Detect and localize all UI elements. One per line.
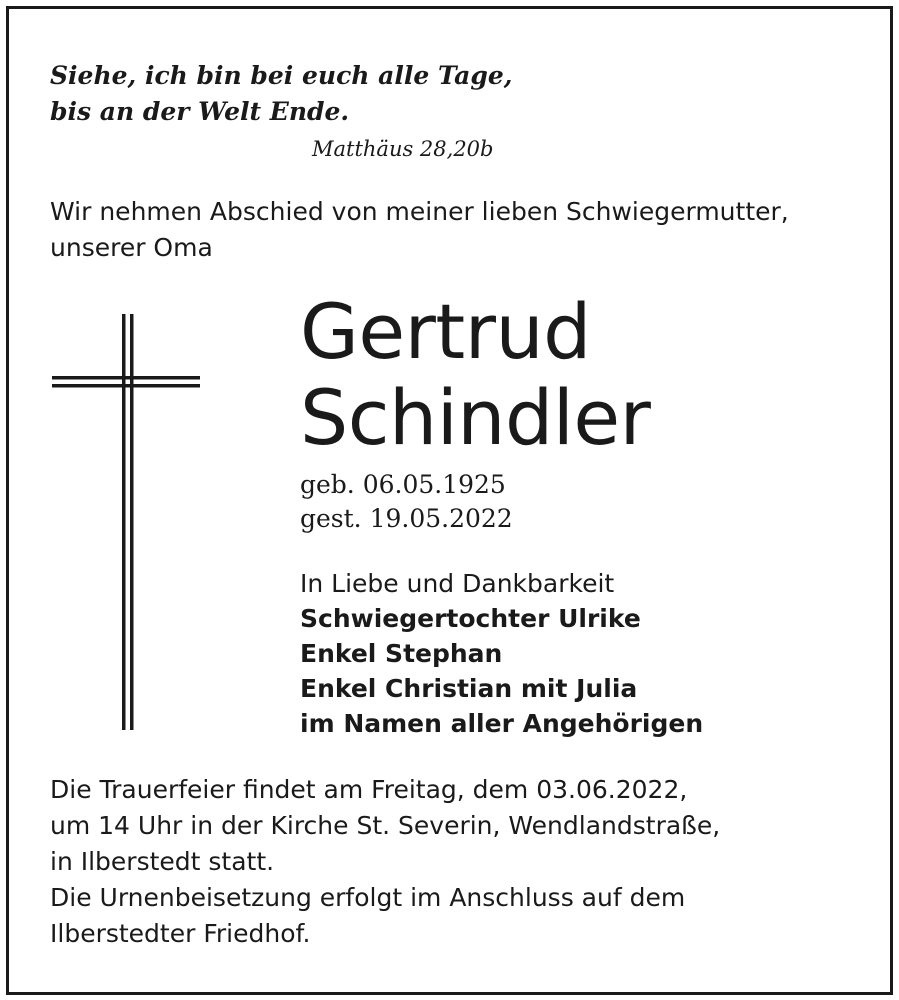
mourner-name: Enkel Stephan bbox=[300, 639, 503, 668]
mourner-name: Schwiegertochter Ulrike bbox=[300, 604, 641, 633]
verse-line-2: bis an der Welt Ende. bbox=[50, 97, 350, 126]
intro-text bbox=[50, 194, 789, 266]
birth-date: geb. 06.05.1925 bbox=[300, 470, 506, 499]
deceased-first-name: Gertrud bbox=[300, 287, 591, 376]
service-line: um 14 Uhr in der Kirche St. Severin, Wendlandstraße, bbox=[50, 811, 721, 840]
life-dates bbox=[300, 468, 513, 536]
intro-line-2: unserer Oma bbox=[50, 233, 213, 262]
death-date: gest. 19.05.2022 bbox=[300, 504, 513, 533]
bible-verse bbox=[50, 58, 512, 130]
service-line: Die Urnenbeisetzung erfolgt im Anschluss auf dem bbox=[50, 883, 686, 912]
service-line: Die Trauerfeier findet am Freitag, dem 03.06.2022, bbox=[50, 775, 688, 804]
mourners-intro: In Liebe und Dankbarkeit bbox=[300, 569, 615, 598]
mourners-block bbox=[300, 566, 703, 741]
verse-reference: Matthäus 28,20b bbox=[312, 137, 494, 161]
mourner-name: im Namen aller Angehörigen bbox=[300, 709, 704, 738]
service-line: Ilberstedter Friedhof. bbox=[50, 919, 311, 948]
cross-icon bbox=[50, 312, 202, 732]
deceased-last-name: Schindler bbox=[300, 373, 651, 462]
service-info bbox=[50, 772, 720, 952]
verse-line-1: Siehe, ich bin bei euch alle Tage, bbox=[50, 61, 513, 90]
mourner-name: Enkel Christian mit Julia bbox=[300, 674, 638, 703]
service-line: in Ilberstedt statt. bbox=[50, 847, 275, 876]
intro-line-1: Wir nehmen Abschied von meiner lieben Schwiegermutter, bbox=[50, 197, 789, 226]
deceased-name bbox=[300, 289, 650, 461]
